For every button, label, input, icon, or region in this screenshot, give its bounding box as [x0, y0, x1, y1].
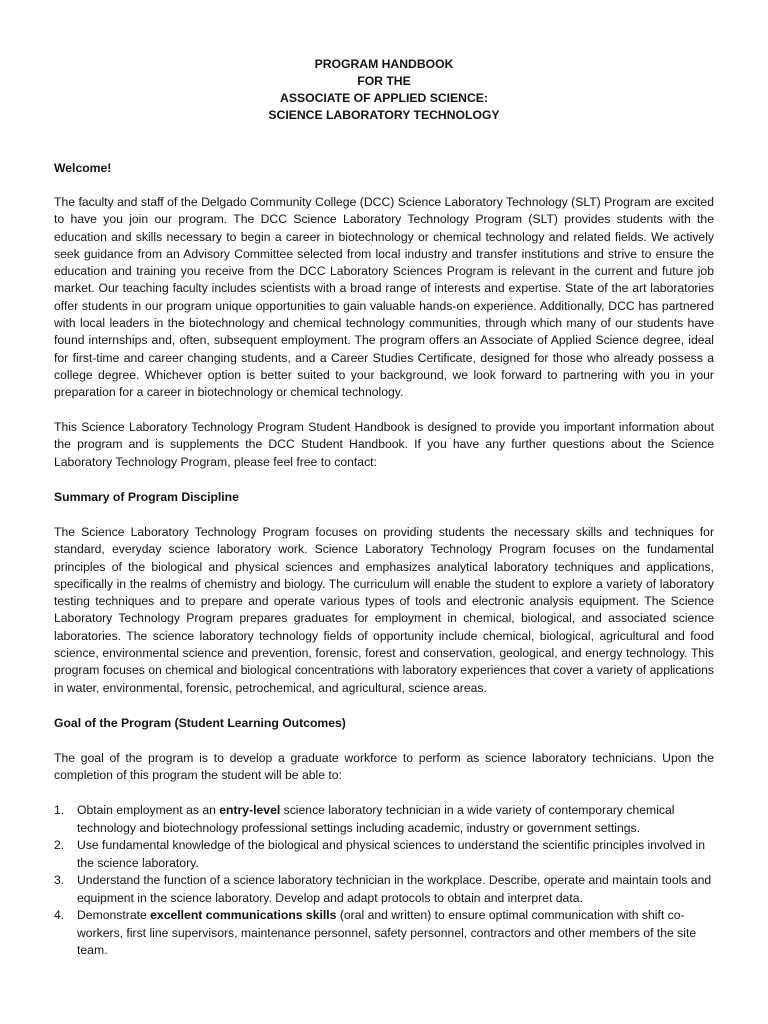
outcome-text: Obtain employment as an — [77, 803, 220, 817]
outcome-text-end: (oral and written) to ensure optimal communication with shift co-workers, first line supervisors, maintenance personnel, safety personnel, contractors and other members of the site team. — [77, 908, 697, 957]
summary-paragraph: The Science Laboratory Technology Program focuses on providing students the necessary skills and techniques for standard, everyday science laboratory work. Science Laboratory Technology Program focuses on the fundamental principles of the biological and physical sciences and emphasizes analytical laboratory techniques and applications, specifically in the realms of chemistry and biology. The curriculum will enable the student to explore a variety of laboratory testing techniques and to prepare and operate various types of tools and electronic analysis equipment. The Science Laboratory Technology Program prepares graduates for employment in chemical, biological, and associated science laboratories. The science laboratory technology fields of opportunity include chemical, biological, agricultural and food science, environmental science and prevention, forensic, forest and conservation, geological, and energy technology. This program focuses on chemical and biological concentrations with laboratory experiences that cover a variety of applications in water, environmental, forensic, petrochemical, and agricultural, science areas. — [54, 525, 714, 695]
title-line-1: PROGRAM HANDBOOK — [314, 57, 454, 71]
list-number: 3. — [54, 873, 65, 887]
outcome-item-3 — [54, 872, 714, 907]
goal-heading: Goal of the Program (Student Learning Outcomes) — [54, 716, 346, 730]
summary-heading: Summary of Program Discipline — [54, 490, 239, 504]
title-line-3: ASSOCIATE OF APPLIED SCIENCE: — [280, 91, 488, 105]
list-number: 4. — [54, 908, 65, 922]
welcome-paragraph-2: This Science Laboratory Technology Program Student Handbook is designed to provide you important information about the program and is supplements the DCC Student Handbook. If you have any further questions about the Science Laboratory Technology Program, please feel free to contact: — [54, 420, 714, 469]
title-line-4: SCIENCE LABORATORY TECHNOLOGY — [268, 108, 500, 122]
outcome-text-end: science laboratory technician in a wide variety of contemporary chemical technology and biotechnology professional settings including academic, industry or government settings. — [77, 803, 675, 835]
welcome-paragraph-1: The faculty and staff of the Delgado Community College (DCC) Science Laboratory Technology (SLT) Program are excited to have you join our program. The DCC Science Laboratory Technology Program (SLT) provides students with the education and skills necessary to begin a career in biotechnology or chemical technology and related fields. We actively seek guidance from an Advisory Committee selected from local industry and transfer institutions and strive to ensure the education and training you receive from the DCC Laboratory Sciences Program is relevant in the current and future job market. Our teaching faculty includes scientists with a broad range of interests and expertise. State of the art laboratories offer students in our program unique opportunities to gain valuable hands-on experience. Additionally, DCC has partnered with local leaders in the biotechnology and chemical technology communities, through which many of our students have found internships and, often, subsequent employment. The program offers an Associate of Applied Science degree, ideal for first-time and career changing students, and a Career Studies Certificate, designed for those who already possess a college degree. Whichever option is better suited to your background, we look forward to partnering with you in your preparation for a career in biotechnology or chemical technology. — [54, 195, 714, 400]
outcome-text: Understand the function of a science laboratory technician in the workplace. Describe, operate and maintain tools and equipment in the science laboratory. Develop and adapt protocols to obtain and interpret data. — [77, 873, 712, 905]
outcome-text: Use fundamental knowledge of the biological and physical sciences to understand the scientific principles involved in the science laboratory. — [77, 838, 706, 870]
title-line-2: FOR THE — [357, 74, 411, 88]
welcome-heading: Welcome! — [54, 161, 112, 175]
outcome-bold-text: excellent communications skills — [150, 908, 337, 922]
outcomes-list — [54, 802, 714, 960]
goal-intro: The goal of the program is to develop a graduate workforce to perform as science laboratory technicians. Upon the completion of this program the student will be able to: — [54, 751, 714, 783]
list-number: 2. — [54, 838, 65, 852]
document-title — [0, 56, 768, 124]
outcome-item-4 — [54, 907, 714, 960]
outcome-item-1 — [54, 802, 714, 837]
outcome-bold-text: entry-level — [219, 803, 281, 817]
outcome-text: Demonstrate — [77, 908, 151, 922]
list-number: 1. — [54, 803, 65, 817]
outcome-item-2 — [54, 837, 714, 872]
